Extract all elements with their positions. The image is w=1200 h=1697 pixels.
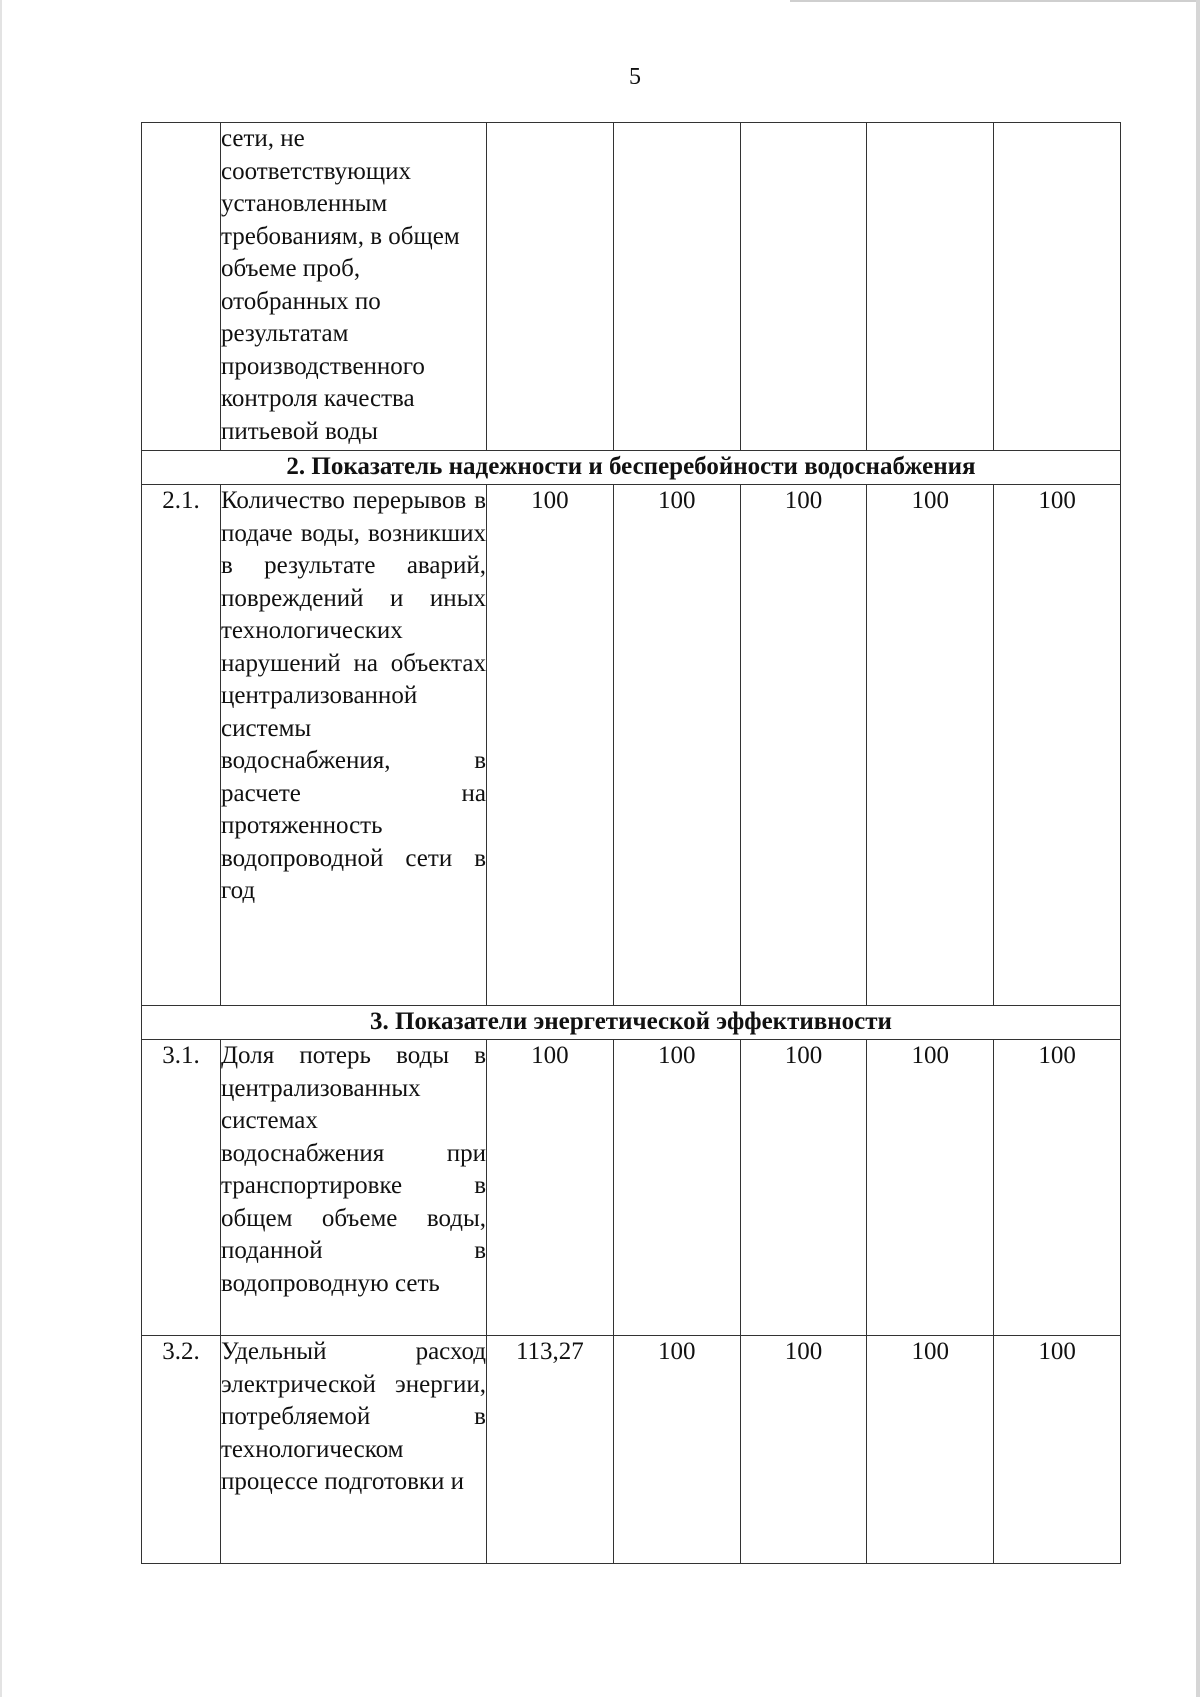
table-row-3-1 [142, 1040, 1121, 1336]
value-cell [613, 123, 740, 451]
indicator-name-cell: Удельный расход электрической энергии, потребляемой в технологическом процессе подготовки и [221, 1336, 487, 1564]
section-heading-row [142, 451, 1121, 485]
value-cell: 113,27 [487, 1336, 614, 1564]
value-cell: 100 [613, 1040, 740, 1336]
value-cell [740, 123, 867, 451]
scan-edge-right [1196, 0, 1200, 1697]
table-row-continuation [142, 123, 1121, 451]
value-cell: 100 [994, 1040, 1121, 1336]
value-cell: 100 [740, 1336, 867, 1564]
section-3-title: 3. Показатели энергетической эффективности [142, 1006, 1121, 1040]
row-number-cell: 2.1. [142, 485, 221, 1006]
value-cell: 100 [867, 1040, 994, 1336]
value-cell: 100 [994, 485, 1121, 1006]
value-cell: 100 [613, 1336, 740, 1564]
row-number-cell: 3.2. [142, 1336, 221, 1564]
scan-edge-left [0, 0, 2, 1697]
indicator-name-cell: Доля потерь воды в централизованных системах водоснабжения при транспортировке в общем объеме воды, поданной в водопроводную сеть [221, 1040, 487, 1336]
value-cell: 100 [740, 485, 867, 1006]
value-cell: 100 [487, 485, 614, 1006]
indicator-name-cell: сети, не соответствующих установленным требованиям, в общем объеме проб, отобранных по результатам производственного контроля качества питьевой воды [221, 123, 487, 451]
value-cell: 100 [867, 1336, 994, 1564]
row-number-cell: 3.1. [142, 1040, 221, 1336]
value-cell: 100 [867, 485, 994, 1006]
table-row-2-1 [142, 485, 1121, 1006]
value-cell [994, 123, 1121, 451]
page-number: 5 [629, 64, 641, 90]
section-heading-row [142, 1006, 1121, 1040]
value-cell [487, 123, 614, 451]
indicators-table [141, 122, 1121, 1564]
value-cell [867, 123, 994, 451]
value-cell: 100 [613, 485, 740, 1006]
table-row-3-2 [142, 1336, 1121, 1564]
indicator-name-cell: Количество перерывов в подаче воды, возникших в результате аварий, повреждений и иных технологических нарушений на объектах централизованной системы водоснабжения, в расчете на протяженность водопроводной сети в год [221, 485, 487, 1006]
value-cell: 100 [740, 1040, 867, 1336]
scan-edge-top [790, 0, 1200, 2]
row-number-cell [142, 123, 221, 451]
section-2-title: 2. Показатель надежности и бесперебойности водоснабжения [142, 451, 1121, 485]
value-cell: 100 [487, 1040, 614, 1336]
value-cell: 100 [994, 1336, 1121, 1564]
